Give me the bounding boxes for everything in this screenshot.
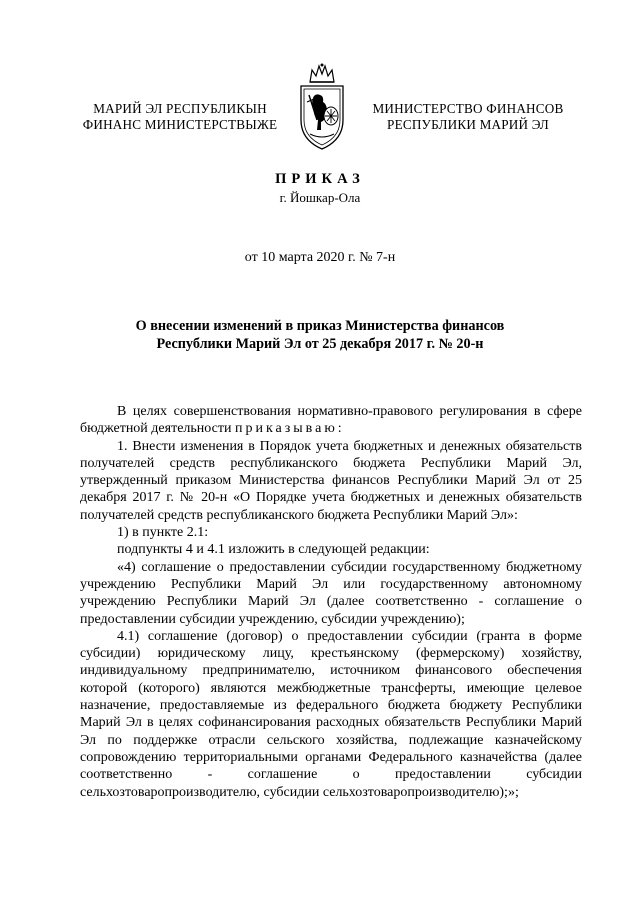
document-city: г. Йошкар-Ола	[279, 190, 361, 205]
paragraph-item-1: 1. Внести изменения в Порядок учета бюджетных и денежных обязательств получателей средств республиканского бюджета Республики Марий Эл, утвержденный приказом Министерства финансов Республики Марий Эл от 25 декабря 2017 г. № 20-н «О Порядке учета бюджетных и денежных обязательств получателей средств республиканского бюджета Республики Марий Эл»:	[80, 438, 582, 523]
document-body	[80, 403, 582, 801]
paragraph-subitem-4: «4) соглашение о предоставлении субсидии государственному бюджетному учреждению Республики Марий Эл или государственному автономному учреждению Республики Марий Эл (далее соответственно - соглашение о предоставлении субсидии учреждению, субсидии учреждению);	[80, 559, 582, 627]
coat-of-arms-icon	[293, 62, 351, 152]
header-right-line1: МИНИСТЕРСТВО ФИНАНСОВ	[372, 101, 564, 116]
document-title: ПРИКАЗ	[275, 171, 365, 187]
paragraph-subitem-1: 1) в пункте 2.1:	[117, 525, 209, 541]
header-right	[358, 101, 578, 133]
header-right-line2: РЕСПУБЛИКИ МАРИЙ ЭЛ	[387, 117, 549, 132]
header-left-line1: МАРИЙ ЭЛ РЕСПУБЛИКЫН	[93, 101, 267, 116]
subject-line1: О внесении изменений в приказ Министерства финансов	[135, 318, 505, 334]
preamble-text: В целях совершенствования нормативно-правового регулирования в сфере бюджетной деятельности	[80, 404, 582, 437]
document-subject	[80, 318, 560, 353]
header-left	[80, 101, 280, 133]
order-word: приказываю	[234, 421, 338, 437]
paragraph-subitems-note: подпункты 4 и 4.1 изложить в следующей редакции:	[117, 542, 430, 558]
preamble-colon: :	[337, 421, 342, 437]
header-left-line2: ФИНАНС МИНИСТЕРСТВЫЖЕ	[82, 117, 278, 132]
document-date: от 10 марта 2020 г. № 7-н	[244, 250, 396, 265]
paragraph-subitem-4-1: 4.1) соглашение (договор) о предоставлении субсидии (гранта в форме субсидии) юридическому лицу, крестьянскому (фермерскому) хозяйству, индивидуальному предпринимателю, источником финансового обеспечения которой (которого) являются межбюджетные трансферты, имеющие целевое назначение, предоставляемые из федерального бюджета бюджету Республики Марий Эл в целях софинансирования расходных обязательств Республики Марий Эл по поддержке отрасли сельского хозяйства, подлежащие казначейскому сопровождению территориальными органами Федерального казначейства (далее соответственно - соглашение о предоставлении субсидии сельхозтоваропроизводителю, субсидии сельхозтоваропроизводителю);»;	[80, 628, 582, 800]
paragraph-preamble	[80, 403, 582, 438]
subject-line2: Республики Марий Эл от 25 декабря 2017 г. № 20-н	[156, 335, 484, 352]
